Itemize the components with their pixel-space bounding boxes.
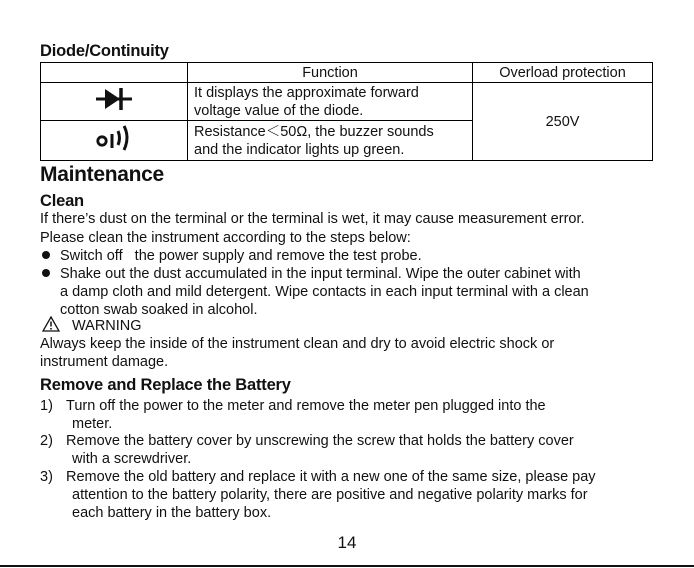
step-2-line-1: Remove the battery cover by unscrewing the screw that holds the battery cover <box>66 433 574 449</box>
warning-triangle-icon <box>42 316 60 332</box>
clean-intro-line-1: If there’s dust on the terminal or the terminal is wet, it may cause measurement error. <box>40 211 585 227</box>
step-3-line-3: each battery in the battery box. <box>72 505 272 521</box>
diode-continuity-table <box>40 62 653 161</box>
step-2-line-2: with a screwdriver. <box>72 451 192 467</box>
continuity-function-line-1: Resistance＜50Ω, the buzzer sounds <box>194 123 434 140</box>
diode-function-line-2: voltage value of the diode. <box>194 102 364 119</box>
warning-text-line-1: Always keep the inside of the instrument clean and dry to avoid electric shock or <box>40 336 555 352</box>
buzzer-icon <box>94 121 134 155</box>
clean-heading: Clean <box>40 192 84 210</box>
continuity-function-cell <box>188 121 473 161</box>
table-row-diode <box>41 83 653 121</box>
step-3-line-1: Remove the old battery and replace it with a new one of the same size, please pay <box>66 469 596 485</box>
diode-icon <box>94 84 134 114</box>
overload-value-cell: 250V <box>473 83 653 161</box>
step-3-line-2: attention to the battery polarity, there are positive and negative polarity marks for <box>72 487 588 503</box>
diode-continuity-heading: Diode/Continuity <box>40 42 169 60</box>
table-header-row <box>41 63 653 83</box>
battery-heading: Remove and Replace the Battery <box>40 376 291 394</box>
clean-bullet-2-line-1: Shake out the dust accumulated in the input terminal. Wipe the outer cabinet with <box>60 266 581 282</box>
page-number: 14 <box>337 533 357 552</box>
clean-bullet-2-line-2: a damp cloth and mild detergent. Wipe contacts in each input terminal with a clean <box>60 284 589 300</box>
header-symbol-cell <box>41 63 188 83</box>
bullet-icon <box>42 251 50 259</box>
header-overload-cell: Overload protection <box>473 63 653 83</box>
header-function-cell: Function <box>188 63 473 83</box>
step-1-number: 1) <box>40 398 53 414</box>
warning-text-line-2: instrument damage. <box>40 354 169 370</box>
diode-function-line-1: It displays the approximate forward <box>194 84 419 101</box>
bullet-icon <box>42 269 50 277</box>
clean-bullet-1-line-1: Switch off the power supply and remove the test probe. <box>60 248 422 264</box>
clean-bullet-2-line-3: cotton swab soaked in alcohol. <box>60 302 258 318</box>
warning-label: WARNING <box>72 318 142 334</box>
step-2-number: 2) <box>40 433 53 449</box>
continuity-function-line-2: and the indicator lights up green. <box>194 141 405 158</box>
buzzer-symbol-cell <box>41 121 188 161</box>
step-1-line-2: meter. <box>72 416 113 432</box>
diode-function-cell <box>188 83 473 121</box>
clean-intro-line-2: Please clean the instrument according to the steps below: <box>40 230 411 246</box>
diode-symbol-cell <box>41 83 188 121</box>
step-3-number: 3) <box>40 469 53 485</box>
maintenance-heading: Maintenance <box>40 163 164 186</box>
step-1-line-1: Turn off the power to the meter and remove the meter pen plugged into the <box>66 398 546 414</box>
bottom-divider <box>0 565 694 567</box>
